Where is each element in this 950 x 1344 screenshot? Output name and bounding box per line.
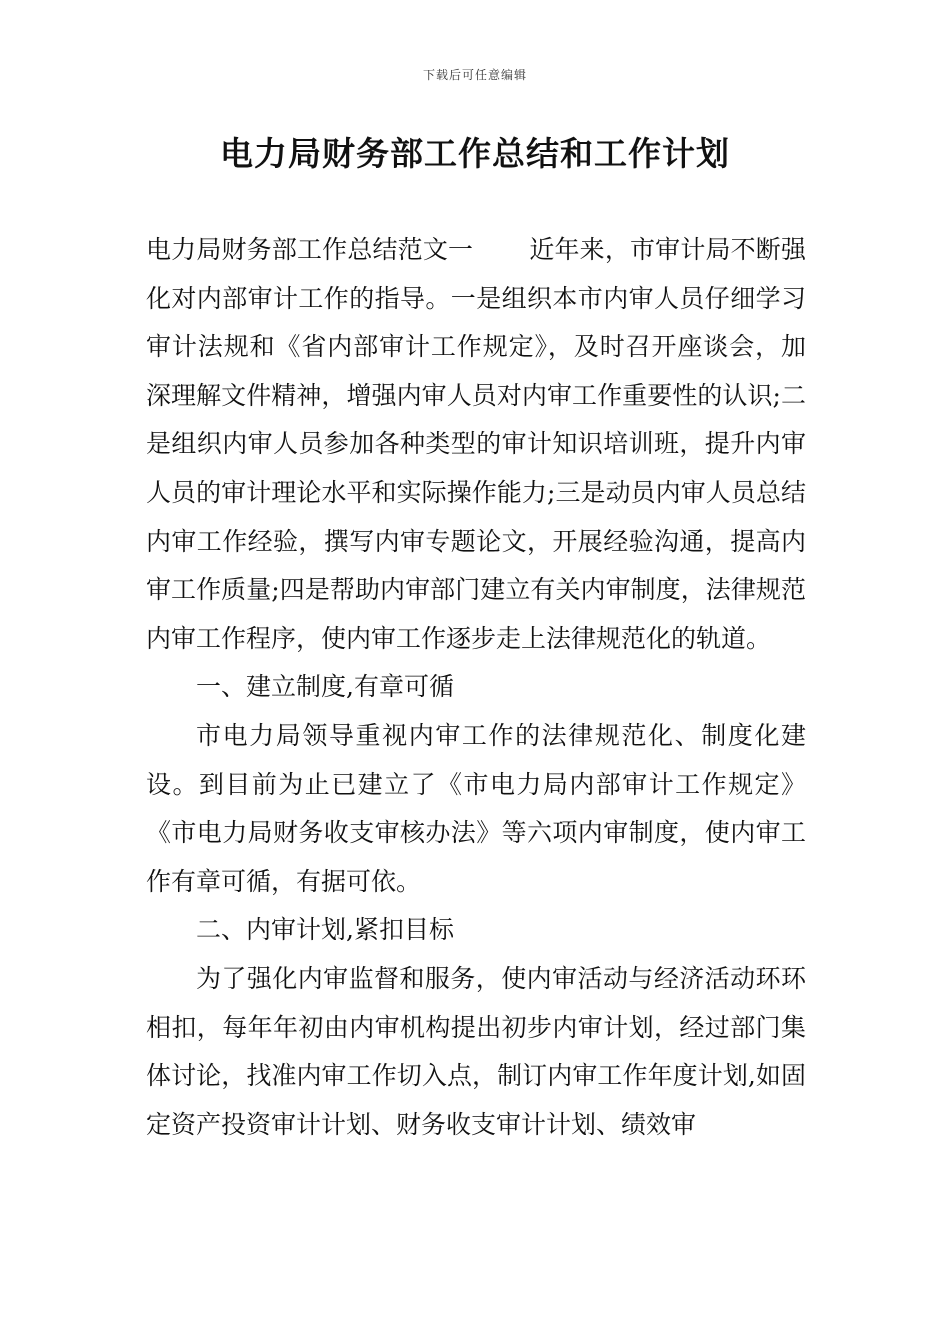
- section1-heading: 一、建立制度,有章可循: [196, 672, 454, 702]
- intro-label: 电力局财务部工作总结范文一: [146, 235, 474, 264]
- document-body: [146, 226, 806, 1149]
- section1-paragraph: 市电力局领导重视内审工作的法律规范化、制度化建设。到目前为止已建立了《市电力局内部审计工作规定》《市电力局财务收支审核办法》等六项内审制度，使内审工作有章可循，有据可依。: [146, 720, 806, 896]
- section2-heading: 二、内审计划,紧扣目标: [196, 915, 454, 945]
- intro-text: 近年来，市审计局不断强化对内部审计工作的指导。一是组织本市内审人员仔细学习审计法规和《省内部审计工作规定》，及时召开座谈会，加深理解文件精神，增强内审人员对内审工作重要性的认识;二是组织内审人员参加各种类型的审计知识培训班，提升内审人员的审计理论水平和实际操作能力;三是动员内审人员总结内审工作经验，撰写内审专题论文，开展经验沟通，提高内审工作质量;四是帮助内审部门建立有关内审制度，法律规范内审工作程序，使内审工作逐步走上法律规范化的轨道。: [146, 235, 806, 653]
- header-note: 下载后可任意编辑: [422, 68, 527, 82]
- intro-paragraph: [146, 226, 806, 663]
- document-title: 电力局财务部工作总结和工作计划: [220, 134, 730, 173]
- section2-paragraph: 为了强化内审监督和服务，使内审活动与经济活动环环相扣，每年年初由内审机构提出初步内审计划，经过部门集体讨论，找准内审工作切入点，制订内审工作年度计划,如固定资产投资审计计划、财务收支审计计划、绩效审: [146, 963, 806, 1139]
